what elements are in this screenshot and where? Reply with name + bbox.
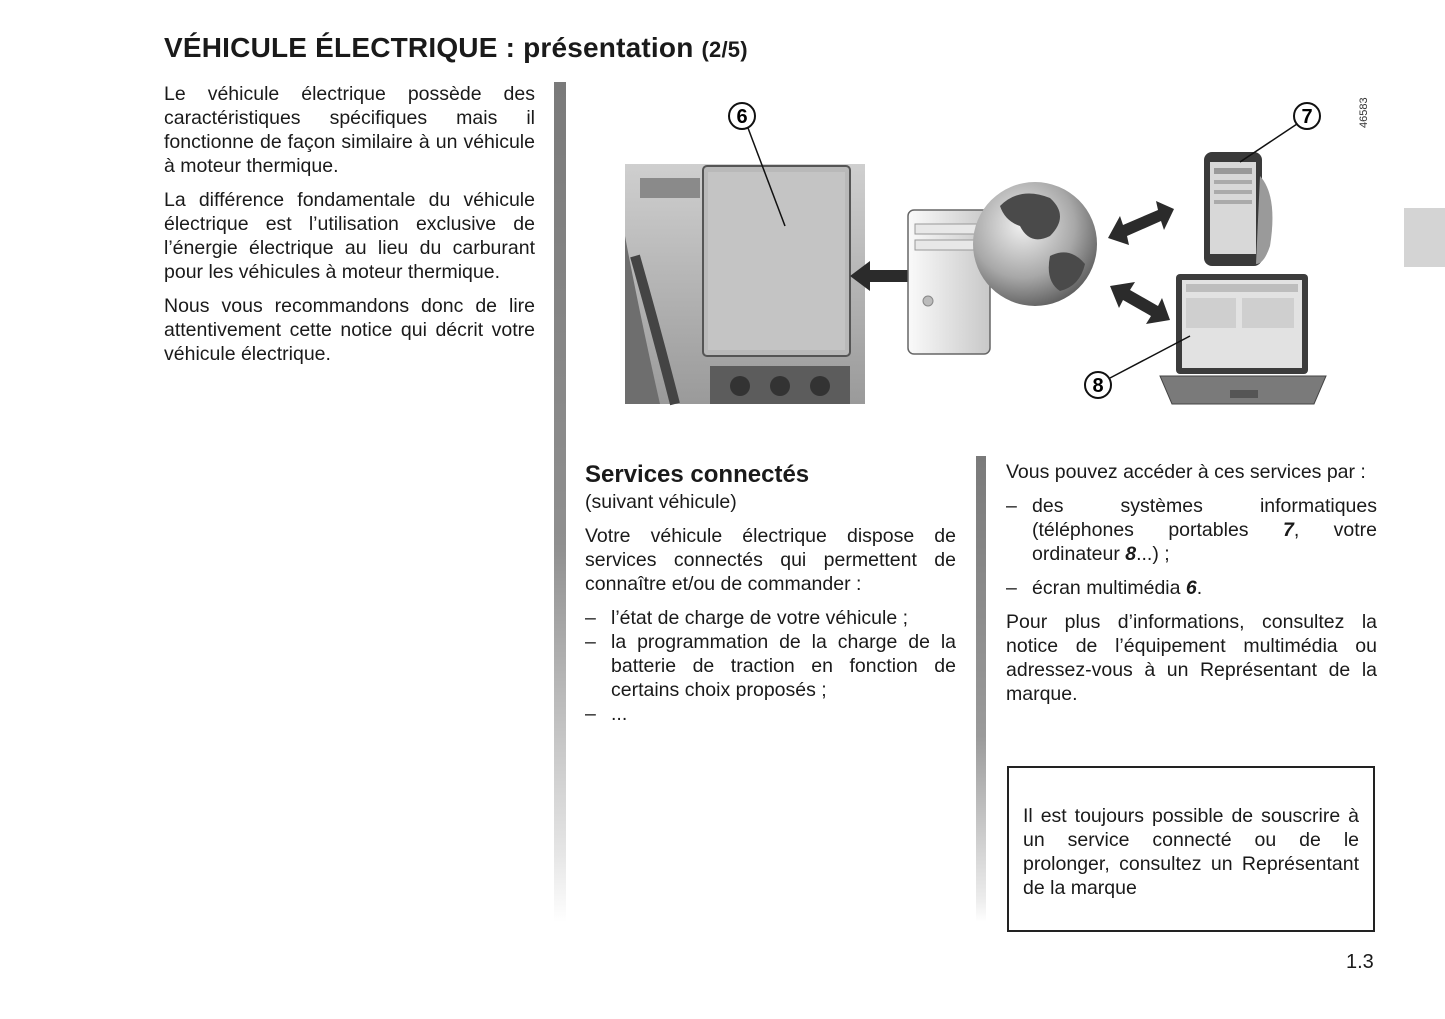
callout-7-label: 7	[1301, 106, 1313, 128]
callout-6-label: 6	[736, 106, 748, 128]
figure-code: 46583	[1358, 97, 1370, 128]
page-title-part: (2/5)	[701, 37, 748, 62]
ref-6: 6	[1185, 577, 1197, 599]
list-item: – la programmation de la charge de la batterie de traction en fonction de certains choix proposés ;	[585, 631, 956, 701]
ref-8: 8	[1125, 543, 1137, 565]
list-item: – ...	[585, 703, 628, 725]
services-list	[585, 606, 956, 726]
info-note-text: Il est toujours possible de souscrire à un service connecté ou de le prolonger, consultez un Représentant de la marque	[1023, 805, 1359, 899]
services-column	[585, 460, 956, 736]
column-divider-bar	[554, 82, 566, 922]
services-intro: Votre véhicule électrique dispose de services connectés qui permettent de connaître et/ou de commander :	[585, 525, 956, 595]
column-divider-bar-2	[976, 456, 986, 922]
intro-paragraph-3: Nous vous recommandons donc de lire attentivement cette notice qui décrit votre véhicule électrique.	[164, 295, 535, 365]
connected-services-illustration	[580, 86, 1380, 446]
page-title-main: VÉHICULE ÉLECTRIQUE : présentation	[164, 32, 694, 63]
services-subheading: (suivant véhicule)	[585, 491, 737, 513]
list-item: – écran multimédia 6.	[1006, 577, 1203, 599]
intro-paragraph-1: Le véhicule électrique possède des caractéristiques spécifiques mais il fonctionne de façon similaire à un véhicule à moteur thermique.	[164, 83, 535, 177]
list-item: – l’état de charge de votre véhicule ;	[585, 607, 909, 629]
section-tab	[1404, 208, 1445, 267]
callout-8-label: 8	[1092, 375, 1104, 397]
dashboard-image	[625, 164, 865, 404]
intro-column	[164, 82, 535, 376]
list-item: – des systèmes informatiques (téléphones portables 7, votre ordinateur 8...) ;	[1006, 495, 1377, 565]
services-heading: Services connectés	[585, 461, 810, 488]
page-number: 1.3	[1346, 951, 1374, 973]
intro-paragraph-2: La différence fondamentale du véhicule électrique est l’utilisation exclusive de l’énergie électrique au lieu du carburant pour les véhicules à moteur thermique.	[164, 189, 535, 283]
info-note-box	[1007, 766, 1375, 932]
page-title	[164, 32, 748, 64]
more-info-paragraph: Pour plus d’informations, consultez la notice de l’équipement multimédia ou adressez-vous à un Représentant de la marque.	[1006, 611, 1377, 705]
access-column	[1006, 460, 1377, 716]
globe-image	[973, 182, 1097, 306]
ref-7: 7	[1282, 519, 1294, 541]
access-list	[1006, 494, 1377, 600]
access-intro: Vous pouvez accéder à ces services par :	[1006, 461, 1366, 483]
